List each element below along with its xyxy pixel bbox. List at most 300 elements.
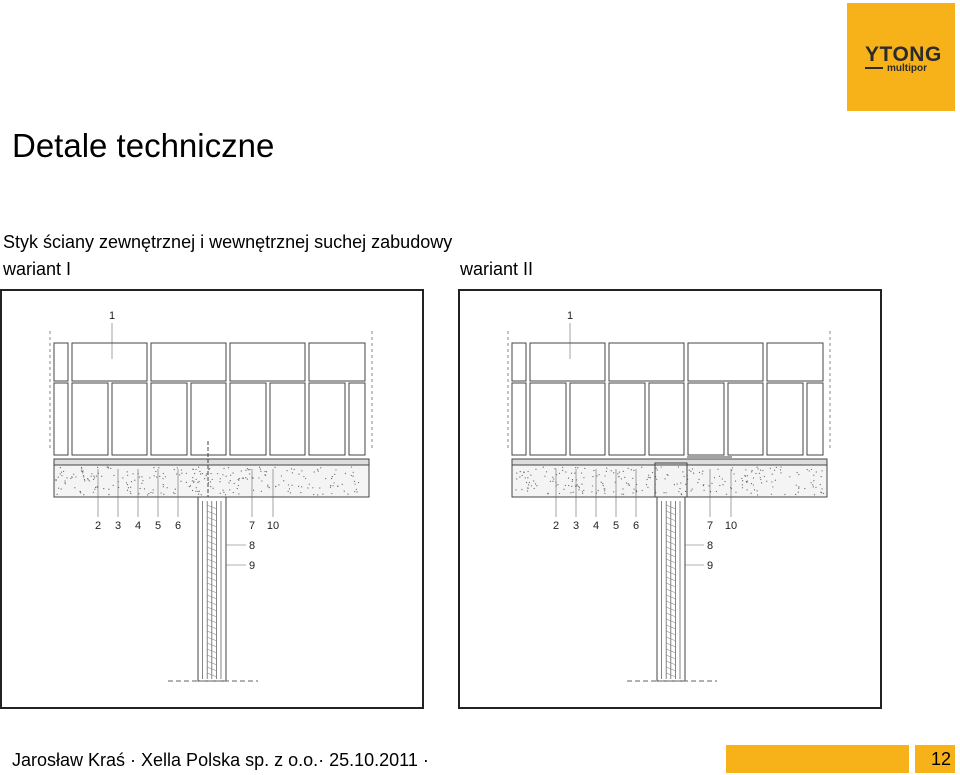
texture-dot [84,479,85,480]
texture-dot [562,470,563,471]
aac-block [649,383,684,455]
texture-dot [529,482,530,483]
texture-dot [232,472,233,473]
texture-dot [628,484,629,485]
texture-dot [753,484,754,485]
aac-block [151,343,226,381]
texture-dot [525,477,526,478]
aac-block [728,383,763,455]
label-number-9: 9 [706,560,714,572]
texture-dot [163,494,164,495]
texture-dot [744,475,745,476]
texture-dot [130,493,131,494]
texture-dot [79,491,80,492]
texture-dot [528,471,529,472]
texture-dot [613,472,614,473]
texture-dot [622,488,623,489]
aac-block [767,383,803,455]
texture-dot [84,480,85,481]
texture-dot [141,483,142,484]
texture-dot [735,492,736,493]
texture-dot [127,475,128,476]
texture-dot [775,480,776,481]
texture-dot [264,471,265,472]
texture-dot [543,467,544,468]
texture-dot [690,471,691,472]
texture-dot [352,475,353,476]
texture-dot [527,490,528,491]
texture-dot [756,490,757,491]
texture-dot [127,490,128,491]
texture-dot [751,471,752,472]
texture-dot [87,478,88,479]
texture-dot [717,469,718,470]
texture-dot [258,477,259,478]
texture-dot [195,491,196,492]
texture-dot [55,480,56,481]
texture-dot [772,474,773,475]
texture-dot [259,467,260,468]
texture-dot [619,472,620,473]
texture-dot [210,473,211,474]
texture-dot [155,471,156,472]
footer-accent-bar [726,745,909,773]
texture-dot [815,487,816,488]
texture-dot [163,484,164,485]
texture-dot [742,487,743,488]
texture-dot [90,476,91,477]
texture-dot [677,483,678,484]
texture-dot [771,481,772,482]
texture-dot [202,473,203,474]
texture-dot [516,473,517,474]
texture-dot [535,469,536,470]
texture-dot [220,493,221,494]
texture-dot [291,468,292,469]
texture-dot [74,487,75,488]
texture-dot [307,487,308,488]
texture-dot [193,469,194,470]
texture-dot [174,469,175,470]
texture-dot [70,478,71,479]
texture-dot [796,485,797,486]
texture-dot [667,475,668,476]
texture-dot [789,476,790,477]
texture-dot [198,467,199,468]
aac-block [54,343,68,381]
texture-dot [762,470,763,471]
texture-dot [158,467,159,468]
texture-dot [516,478,517,479]
texture-dot [764,476,765,477]
texture-dot [222,474,223,475]
texture-dot [604,493,605,494]
texture-dot [82,472,83,473]
texture-dot [813,486,814,487]
aac-block [112,383,147,455]
texture-dot [623,471,624,472]
texture-dot [674,484,675,485]
texture-dot [621,478,622,479]
texture-dot [318,470,319,471]
texture-dot [200,473,201,474]
texture-dot [266,471,267,472]
texture-dot [81,468,82,469]
texture-dot [144,488,145,489]
texture-dot [201,494,202,495]
texture-dot [601,482,602,483]
texture-dot [230,480,231,481]
texture-dot [239,478,240,479]
texture-dot [93,476,94,477]
texture-dot [544,476,545,477]
texture-dot [260,469,261,470]
aac-block [230,343,305,381]
texture-dot [692,489,693,490]
logo-sub-text: multipor [887,63,927,74]
plaster-layer [512,459,827,465]
texture-dot [322,494,323,495]
texture-dot [139,476,140,477]
label-number-9: 9 [248,560,256,572]
insulation-layer [512,465,827,497]
texture-dot [527,488,528,489]
texture-dot [230,475,231,476]
texture-dot [61,472,62,473]
texture-dot [698,479,699,480]
texture-dot [122,477,123,478]
texture-dot [552,477,553,478]
texture-dot [245,477,246,478]
texture-dot [247,478,248,479]
texture-dot [536,485,537,486]
texture-dot [134,480,135,481]
texture-dot [714,477,715,478]
texture-dot [678,466,679,467]
texture-dot [291,485,292,486]
texture-dot [770,468,771,469]
texture-dot [626,482,627,483]
texture-dot [275,486,276,487]
texture-dot [550,481,551,482]
page-subtitle: Styk ściany zewnętrznej i wewnętrznej suchej zabudowy [3,232,453,252]
ytong-logo [847,3,955,111]
wall-section-svg [460,291,880,707]
texture-dot [657,469,658,470]
aac-block [270,383,305,455]
texture-dot [289,488,290,489]
texture-dot [281,475,282,476]
texture-dot [646,484,647,485]
texture-dot [663,492,664,493]
texture-dot [261,480,262,481]
texture-dot [226,476,227,477]
texture-dot [774,470,775,471]
texture-dot [697,482,698,483]
texture-dot [103,488,104,489]
texture-dot [703,485,704,486]
texture-dot [219,481,220,482]
texture-dot [212,479,213,480]
label-number-6: 6 [632,520,640,532]
texture-dot [73,474,74,475]
texture-dot [241,470,242,471]
label-number-7: 7 [706,520,714,532]
texture-dot [804,488,805,489]
texture-dot [199,471,200,472]
texture-dot [583,490,584,491]
texture-dot [798,491,799,492]
aac-block [512,343,526,381]
texture-dot [356,491,357,492]
texture-dot [156,476,157,477]
texture-dot [353,472,354,473]
texture-dot [58,488,59,489]
texture-dot [582,491,583,492]
texture-dot [331,478,332,479]
texture-dot [756,467,757,468]
texture-dot [294,469,295,470]
texture-dot [337,486,338,487]
texture-dot [592,485,593,486]
texture-dot [611,470,612,471]
texture-dot [584,468,585,469]
texture-dot [724,481,725,482]
texture-dot [320,467,321,468]
texture-dot [633,470,634,471]
aac-block [72,383,108,455]
logo-underline [865,67,883,69]
texture-dot [692,468,693,469]
texture-dot [332,476,333,477]
texture-dot [288,491,289,492]
texture-dot [797,472,798,473]
texture-dot [60,467,61,468]
texture-dot [702,473,703,474]
texture-dot [582,493,583,494]
texture-dot [305,478,306,479]
texture-dot [689,470,690,471]
texture-dot [780,466,781,467]
texture-dot [683,476,684,477]
texture-dot [249,473,250,474]
texture-dot [175,489,176,490]
texture-dot [757,468,758,469]
texture-dot [197,482,198,483]
texture-dot [228,467,229,468]
texture-dot [83,475,84,476]
texture-dot [189,486,190,487]
texture-dot [603,485,604,486]
texture-dot [212,488,213,489]
texture-dot [152,492,153,493]
texture-dot [301,486,302,487]
texture-dot [238,480,239,481]
texture-dot [283,480,284,481]
footer-author: Jarosław Kraś · Xella Polska sp. z o.o.· 25.10.2011 · [12,750,429,770]
aac-block [512,383,526,455]
label-number-top: 1 [108,310,116,322]
texture-dot [606,471,607,472]
texture-dot [716,491,717,492]
texture-dot [573,492,574,493]
texture-dot [267,485,268,486]
texture-dot [351,475,352,476]
texture-dot [527,477,528,478]
texture-dot [821,476,822,477]
insulation-layer [54,465,369,497]
detail-drawing-variant-2 [458,289,882,709]
texture-dot [217,473,218,474]
label-number-10: 10 [724,520,738,532]
texture-dot [330,485,331,486]
texture-dot [192,477,193,478]
texture-dot [139,488,140,489]
texture-dot [242,477,243,478]
texture-dot [91,473,92,474]
texture-dot [534,488,535,489]
texture-dot [811,482,812,483]
texture-dot [208,469,209,470]
texture-dot [679,488,680,489]
texture-dot [759,473,760,474]
texture-dot [333,482,334,483]
texture-dot [548,493,549,494]
texture-dot [71,476,72,477]
texture-dot [210,481,211,482]
texture-dot [61,488,62,489]
texture-dot [813,475,814,476]
texture-dot [628,483,629,484]
texture-dot [559,473,560,474]
texture-dot [661,466,662,467]
texture-dot [58,476,59,477]
label-number-8: 8 [706,540,714,552]
texture-dot [83,476,84,477]
texture-dot [732,467,733,468]
texture-dot [656,479,657,480]
texture-dot [821,492,822,493]
texture-dot [153,467,154,468]
label-number-top: 1 [566,310,574,322]
texture-dot [356,489,357,490]
texture-dot [317,469,318,470]
texture-dot [772,486,773,487]
texture-dot [181,473,182,474]
texture-dot [163,486,164,487]
label-number-4: 4 [134,520,142,532]
texture-dot [685,491,686,492]
label-number-5: 5 [612,520,620,532]
texture-dot [615,482,616,483]
texture-dot [160,492,161,493]
texture-dot [128,487,129,488]
texture-dot [243,478,244,479]
texture-dot [149,477,150,478]
texture-dot [345,473,346,474]
texture-dot [63,471,64,472]
texture-dot [821,470,822,471]
texture-dot [641,467,642,468]
texture-dot [75,476,76,477]
texture-dot [93,492,94,493]
texture-dot [196,479,197,480]
texture-dot [108,494,109,495]
texture-dot [238,493,239,494]
wall-section-svg [2,291,422,707]
texture-dot [577,467,578,468]
texture-dot [57,494,58,495]
variant-2-label: wariant II [460,259,534,279]
aac-block [72,343,147,381]
texture-dot [288,484,289,485]
texture-dot [632,492,633,493]
texture-dot [195,469,196,470]
texture-dot [83,494,84,495]
texture-dot [807,469,808,470]
texture-dot [233,492,234,493]
texture-dot [162,478,163,479]
texture-dot [61,475,62,476]
texture-dot [180,481,181,482]
texture-dot [93,479,94,480]
texture-dot [680,482,681,483]
label-number-8: 8 [248,540,256,552]
texture-dot [237,488,238,489]
texture-dot [711,483,712,484]
texture-dot [648,475,649,476]
texture-dot [192,490,193,491]
texture-dot [528,484,529,485]
texture-dot [332,485,333,486]
texture-dot [755,473,756,474]
texture-dot [719,476,720,477]
texture-dot [606,467,607,468]
texture-dot [96,486,97,487]
texture-dot [741,478,742,479]
texture-dot [66,477,67,478]
texture-dot [613,491,614,492]
texture-dot [811,469,812,470]
texture-dot [520,471,521,472]
texture-dot [248,469,249,470]
aac-block [688,383,724,455]
variant-1-label: wariant I [3,259,72,279]
texture-dot [113,485,114,486]
texture-dot [220,478,221,479]
texture-dot [141,476,142,477]
texture-dot [591,491,592,492]
texture-dot [261,491,262,492]
texture-dot [771,494,772,495]
texture-dot [94,489,95,490]
texture-dot [325,478,326,479]
texture-dot [699,472,700,473]
texture-dot [563,489,564,490]
texture-dot [753,477,754,478]
texture-dot [682,471,683,472]
texture-dot [173,492,174,493]
texture-dot [742,484,743,485]
texture-dot [110,468,111,469]
texture-dot [204,478,205,479]
aac-block [688,343,763,381]
texture-dot [225,494,226,495]
texture-dot [533,480,534,481]
texture-dot [147,494,148,495]
texture-dot [89,480,90,481]
aac-block [54,383,68,455]
